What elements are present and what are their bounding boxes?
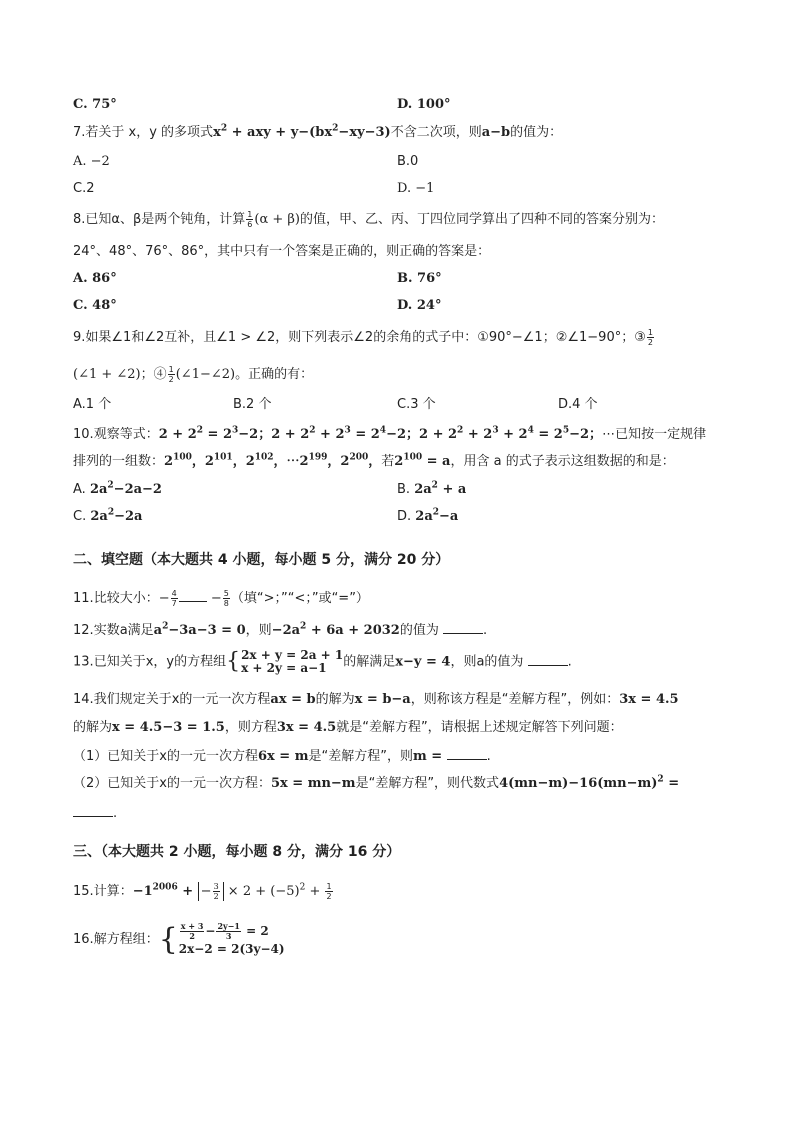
q6-option-c: C. 75° — [73, 97, 117, 112]
q8-stem-line2: 24°、48°、76°、86°，其中只有一个答案是正确的，则正确的答案是： — [73, 244, 491, 259]
q10-stem-line1: 10.观察等式：$2 + 2^2 = 2^3-2$；$2 + 2^2 + 2^3 = 2^4-2$；$2 + 2^2 + 2^3 + 2^4 = 2^5-2$；⋯已知按一定规律 — [73, 425, 707, 442]
q15-stem: 15.计算：$-1^{2006}$ + − $\frac{3}{2}$ × $2 + (-5)^2$ + $\frac{1}{2}$ — [73, 882, 332, 901]
q8-stem-line1: 8.已知α、β是两个钝角，计算 $\frac{1}{6}$ (α + β)的值，甲、乙、丙、丁四位同学算出了四种不同的答案分别为： — [73, 210, 664, 229]
q11-stem: 11.比较大小：− $\frac{4}{7}$ − $\frac{5}{8}$ （填“>；”“<；”或“=”） — [73, 589, 369, 608]
q7-option-a: A. −2 — [73, 154, 110, 169]
q16-stem: 16.解方程组： { $\frac{x + 3}{2}$ − $\frac{2y-1}{3}$ = 2 2x−2 = 2(3y−4) — [73, 921, 285, 957]
q14-stem-line1: 14.我们规定关于x的一元一次方程ax = b的解为x = b−a，则称该方程是“差解方程”，例如：3x = 4.5 — [73, 692, 679, 707]
section-2-heading: 二、填空题（本大题共 4 小题，每小题 5 分，满分 20 分） — [73, 552, 450, 568]
q10-option-b: B. $2a^2 + a$ — [397, 480, 467, 497]
q9-option-a: A.1 个 — [73, 397, 112, 412]
q14-answer-blank: . — [73, 804, 117, 823]
q9-option-c: C.3 个 — [397, 397, 436, 412]
q13-stem: 13.已知关于x，y的方程组 { 2x + y = 2a + 1 x + 2y = a−1 的解满足x−y = 4，则a的值为 . — [73, 648, 572, 675]
q8-option-c: C. 48° — [73, 298, 117, 313]
q10-option-c: C. $2a^2-2a$ — [73, 507, 143, 524]
q8-option-a: A. 86° — [73, 271, 117, 286]
q14-sub1: （1）已知关于x的一元一次方程6x = m是“差解方程”，则m = . — [73, 749, 491, 764]
q12-stem: 12.实数a满足$a^2-3a-3 = 0$，则$-2a^2 + 6a + 2032$的值为 . — [73, 621, 488, 638]
q10-stem-line2: 排列的一组数：$2^{100}$，$2^{101}$，$2^{102}$，$\cdots 2^{199}$，$2^{200}$，若$2^{100} = a$，用含 a 的式子表示这组数据的和是： — [73, 452, 675, 469]
q6-option-d: D. 100° — [397, 97, 451, 112]
q9-option-d: D.4 个 — [558, 397, 598, 412]
q14-sub2: （2）已知关于x的一元一次方程：5x = mn−m是“差解方程”，则代数式$4(mn-m)-16(mn-m)^2$ = — [73, 774, 680, 791]
q9-stem-line2: (∠1 + ∠2)；④ $\frac{1}{2}$ (∠1−∠2)。正确的有： — [73, 365, 314, 384]
q10-option-a: A. $2a^2-2a-2$ — [73, 480, 162, 497]
q8-option-b: B. 76° — [397, 271, 442, 286]
q14-stem-line2: 的解为x = 4.5−3 = 1.5，则方程3x = 4.5就是“差解方程”，请根据上述规定解答下列问题： — [73, 720, 623, 735]
q9-stem-line1: 9.如果∠1和∠2互补，且∠1 > ∠2，则下列表示∠2的余角的式子中：①90°−∠1；②∠1−90°；③ $\frac{1}{2}$ — [73, 328, 653, 347]
q8-option-d: D. 24° — [397, 298, 442, 313]
q7-option-c: C.2 — [73, 181, 95, 196]
section-3-heading: 三、（本大题共 2 小题，每小题 8 分，满分 16 分） — [73, 844, 401, 860]
q7-stem: 7.若关于 x，y 的多项式$x^2$ + axy + $y-(bx^2-xy-3)$不含二次项，则a−b的值为： — [73, 123, 563, 140]
q7-option-b: B.0 — [397, 154, 419, 169]
q7-option-d: D. −1 — [397, 181, 435, 196]
q9-option-b: B.2 个 — [233, 397, 272, 412]
q10-option-d: D. $2a^2-a$ — [397, 507, 459, 524]
